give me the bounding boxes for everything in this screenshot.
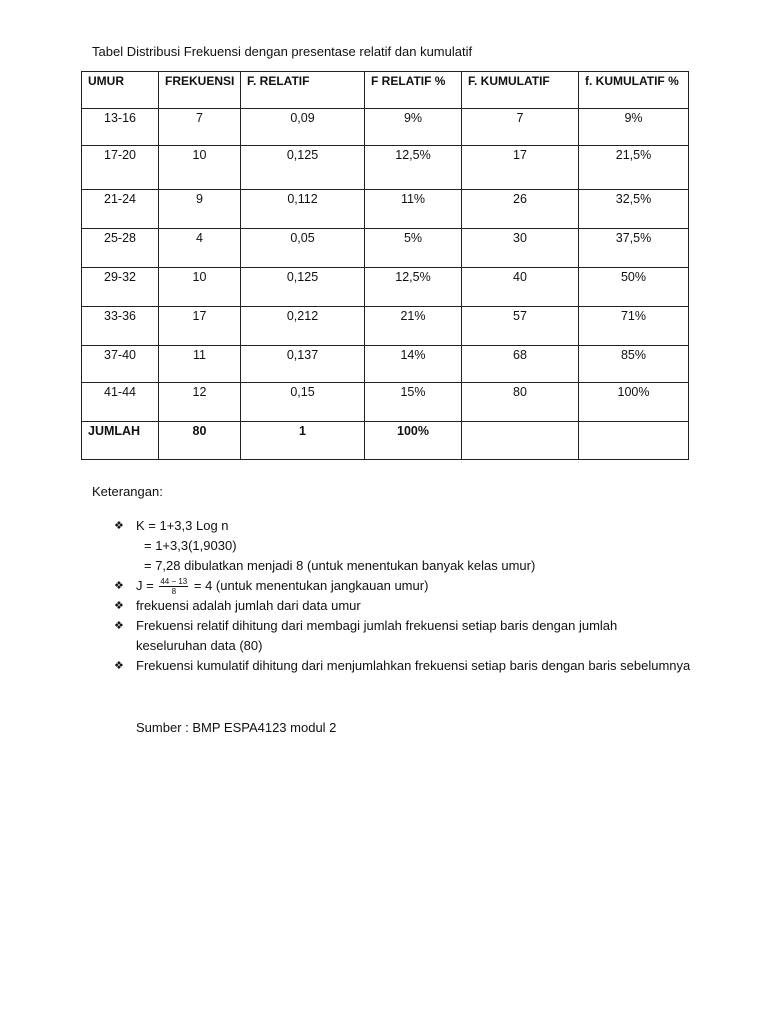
cell-f-relatif: 0,137: [241, 346, 365, 383]
diamond-bullet-icon: ❖: [114, 660, 124, 673]
cell-umur: 37-40: [82, 346, 159, 383]
column-header-umur: UMUR: [82, 72, 159, 109]
cell-f-kumulatif: 80: [462, 383, 579, 422]
column-header-f-relatif-persen: F RELATIF %: [365, 72, 462, 109]
cell-frekuensi: 12: [159, 383, 241, 422]
note-item-j: [92, 576, 732, 596]
cell-f-relatif: 0,112: [241, 190, 365, 229]
cell-f-kumulatif: 57: [462, 307, 579, 346]
column-header-f-relatif: F. RELATIF: [241, 72, 365, 109]
table-row: [82, 229, 689, 268]
cell-f-kumulatif: 17: [462, 146, 579, 190]
cell-f-kumulatif: 26: [462, 190, 579, 229]
table-header-row: [82, 72, 689, 109]
table-row: [82, 383, 689, 422]
table-row: [82, 146, 689, 190]
diamond-bullet-icon: ❖: [114, 580, 124, 592]
cell-f-relatif: 0,125: [241, 268, 365, 307]
column-header-f-kumulatif-persen: f. KUMULATIF %: [579, 72, 689, 109]
note-frekuensi-text: frekuensi adalah jumlah dari data umur: [136, 598, 361, 614]
cell-f-relatif: 0,15: [241, 383, 365, 422]
cell-f-kumulatif: 7: [462, 109, 579, 146]
cell-f-kumulatif: 30: [462, 229, 579, 268]
cell-umur: 25-28: [82, 229, 159, 268]
note-frekuensi-kumulatif-text: Frekuensi kumulatif dihitung dari menjumlahkan frekuensi setiap baris dengan baris sebelumnya: [136, 658, 691, 674]
cell-f-kumulatif-persen: 37,5%: [579, 229, 689, 268]
cell-frekuensi: 7: [159, 109, 241, 146]
column-header-f-kumulatif: F. KUMULATIF: [462, 72, 579, 109]
note-item-frekuensi: [92, 596, 732, 616]
total-f-kumulatif: [462, 422, 579, 460]
cell-f-relatif-persen: 15%: [365, 383, 462, 422]
notes-section: [92, 482, 732, 676]
table-total-row: [82, 422, 689, 460]
cell-f-kumulatif: 40: [462, 268, 579, 307]
total-f-kumulatif-persen: [579, 422, 689, 460]
cell-f-kumulatif-persen: 50%: [579, 268, 689, 307]
total-f-relatif-persen: 100%: [365, 422, 462, 460]
cell-f-kumulatif-persen: 71%: [579, 307, 689, 346]
cell-umur: 13-16: [82, 109, 159, 146]
note-frekuensi-relatif-line2: keseluruhan data (80): [136, 638, 263, 654]
diamond-bullet-icon: ❖: [114, 520, 124, 532]
frequency-distribution-table: [81, 71, 689, 460]
cell-f-relatif-persen: 12,5%: [365, 146, 462, 190]
cell-f-relatif: 0,05: [241, 229, 365, 268]
note-item-k: [92, 516, 732, 536]
note-k-line2: = 1+3,3(1,9030): [144, 538, 237, 553]
diamond-bullet-icon: ❖: [114, 620, 124, 633]
cell-f-relatif: 0,09: [241, 109, 365, 146]
cell-umur: 41-44: [82, 383, 159, 422]
note-j-suffix: = 4 (untuk menentukan jangkauan umur): [193, 578, 429, 593]
table-row: [82, 190, 689, 229]
cell-frekuensi: 10: [159, 268, 241, 307]
cell-f-relatif-persen: 9%: [365, 109, 462, 146]
note-j-prefix: J =: [136, 578, 154, 593]
total-frekuensi: 80: [159, 422, 241, 460]
note-frekuensi-relatif-line1: Frekuensi relatif dihitung dari membagi jumlah frekuensi setiap baris dengan jumlah: [136, 618, 618, 634]
table-row: [82, 346, 689, 383]
notes-heading: Keterangan:: [92, 484, 163, 499]
diamond-bullet-icon: ❖: [114, 600, 124, 613]
cell-frekuensi: 9: [159, 190, 241, 229]
cell-f-kumulatif-persen: 100%: [579, 383, 689, 422]
range-fraction: [159, 577, 188, 596]
cell-frekuensi: 11: [159, 346, 241, 383]
cell-umur: 29-32: [82, 268, 159, 307]
cell-frekuensi: 10: [159, 146, 241, 190]
cell-frekuensi: 17: [159, 307, 241, 346]
cell-f-relatif: 0,212: [241, 307, 365, 346]
cell-f-kumulatif: 68: [462, 346, 579, 383]
cell-f-relatif-persen: 14%: [365, 346, 462, 383]
cell-f-relatif-persen: 21%: [365, 307, 462, 346]
cell-umur: 21-24: [82, 190, 159, 229]
note-item-frekuensi-kumulatif: [92, 656, 732, 676]
cell-f-kumulatif-persen: 9%: [579, 109, 689, 146]
cell-f-kumulatif-persen: 85%: [579, 346, 689, 383]
fraction-numerator: 44 − 13: [160, 577, 188, 587]
table-row: [82, 307, 689, 346]
note-item-frekuensi-relatif: [92, 616, 732, 636]
total-f-relatif: 1: [241, 422, 365, 460]
note-k-line1: K = 1+3,3 Log n: [136, 518, 229, 533]
cell-f-relatif-persen: 11%: [365, 190, 462, 229]
fraction-denominator: 8: [171, 587, 177, 597]
cell-f-kumulatif-persen: 21,5%: [579, 146, 689, 190]
cell-f-relatif: 0,125: [241, 146, 365, 190]
table-title: Tabel Distribusi Frekuensi dengan presentase relatif dan kumulatif: [92, 44, 473, 59]
cell-umur: 17-20: [82, 146, 159, 190]
cell-f-relatif-persen: 12,5%: [365, 268, 462, 307]
total-label: JUMLAH: [82, 422, 159, 460]
cell-f-relatif-persen: 5%: [365, 229, 462, 268]
table-row: [82, 268, 689, 307]
cell-frekuensi: 4: [159, 229, 241, 268]
note-k-line3: = 7,28 dibulatkan menjadi 8 (untuk menentukan banyak kelas umur): [144, 558, 536, 573]
cell-f-kumulatif-persen: 32,5%: [579, 190, 689, 229]
source-citation: Sumber : BMP ESPA4123 modul 2: [136, 720, 337, 735]
column-header-frekuensi: FREKUENSI: [159, 72, 241, 109]
table-row: [82, 109, 689, 146]
cell-umur: 33-36: [82, 307, 159, 346]
